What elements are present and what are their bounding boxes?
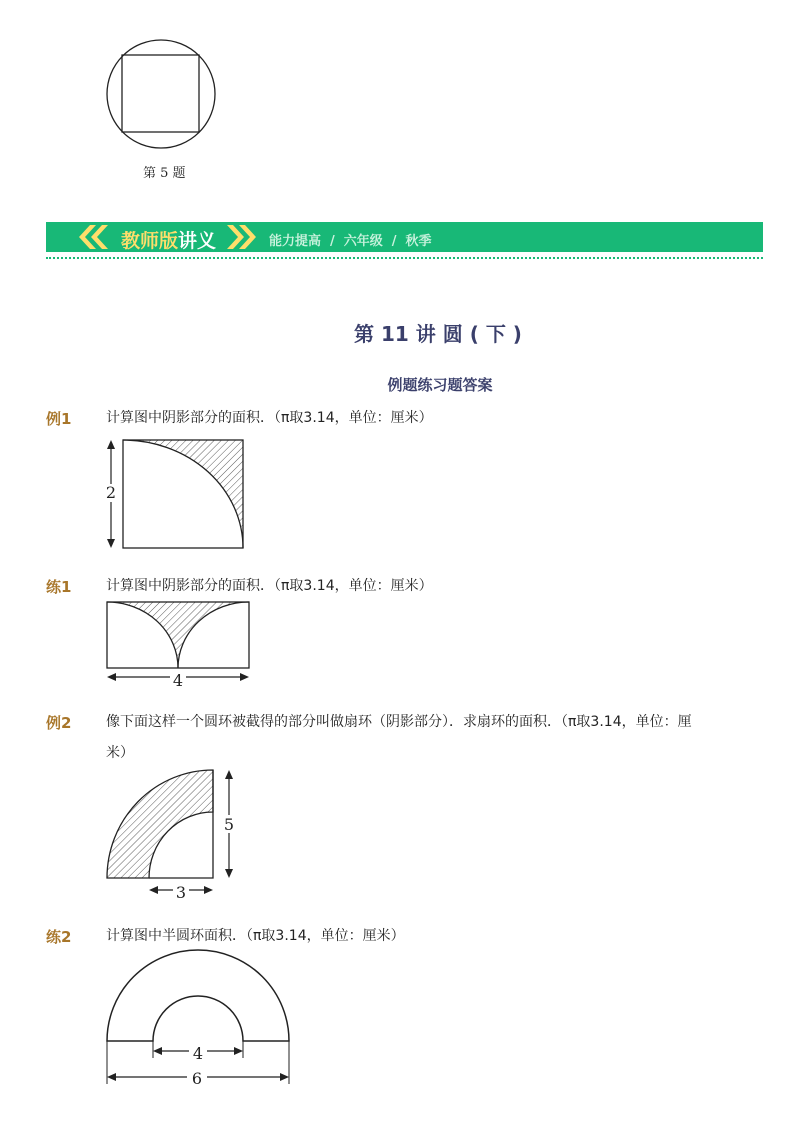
problem-text-line1: 像下面这样一个圆环被截得的部分叫做扇环（阴影部分）．求扇环的面积．（π取3.14，单位：厘: [106, 714, 692, 730]
figure-circle-square: [100, 36, 222, 156]
arrow-left-icon: [107, 673, 116, 681]
arrow-up-icon: [225, 770, 233, 779]
problem-text: 计算图中阴影部分的面积．（π取3.14，单位：厘米）: [106, 410, 433, 426]
problem-text-line2: 米）: [106, 745, 134, 761]
arrow-up-icon: [107, 440, 115, 449]
problem-label: 练2: [46, 928, 72, 946]
shaded-region: [107, 770, 213, 878]
crumb-separator: /: [391, 234, 397, 249]
section-title: 例题练习题答案: [387, 376, 493, 394]
crumb-season: 秋季: [405, 234, 432, 249]
figure-rectangle-arcs: [100, 598, 260, 690]
shaded-region: [123, 440, 243, 548]
dimension-label: 3: [175, 883, 187, 902]
banner-divider: [46, 257, 763, 259]
dimension-label: 4: [192, 1044, 204, 1063]
problem-label: 例2: [46, 714, 72, 732]
arrow-down-icon: [225, 869, 233, 878]
arrow-down-icon: [107, 539, 115, 548]
figure-caption: 第 5 题: [143, 166, 186, 181]
arrow-left-icon: [149, 886, 158, 894]
problem-label: 例1: [46, 410, 72, 428]
figure-half-ring: [100, 944, 300, 1090]
chevrons-left-icon: [74, 222, 118, 252]
arrow-right-icon: [240, 673, 249, 681]
arrow-left-icon: [153, 1047, 162, 1055]
dimension-label: 4: [172, 671, 184, 690]
half-ring: [107, 950, 289, 1041]
arrow-right-icon: [204, 886, 213, 894]
lecture-title: 第 11 讲 圆 ( 下 ): [354, 322, 522, 346]
crumb-grade: 六年级: [343, 234, 383, 249]
figure-sector-ring: [100, 764, 250, 904]
figure-quarter-circle-square: [100, 434, 250, 554]
banner-title-part1: 教师版: [121, 230, 179, 252]
problem-text: 计算图中阴影部分的面积．（π取3.14，单位：厘米）: [106, 578, 433, 594]
dimension-label: 2: [105, 483, 117, 502]
arrow-right-icon: [234, 1047, 243, 1055]
problem-text: 计算图中半圆环面积．（π取3.14，单位：厘米）: [106, 928, 405, 944]
dimension-label: 5: [223, 815, 235, 834]
chevrons-right-icon: [221, 222, 265, 252]
figure-square: [122, 55, 199, 132]
banner-breadcrumb: [269, 230, 432, 249]
banner-title-part2: 讲义: [178, 230, 217, 252]
arrow-left-icon: [107, 1073, 116, 1081]
problem-label: 练1: [46, 578, 72, 596]
arrow-right-icon: [280, 1073, 289, 1081]
shaded-region: [107, 602, 249, 668]
banner-title: [121, 226, 216, 253]
crumb-level: 能力提高: [269, 234, 322, 249]
crumb-separator: /: [330, 234, 335, 249]
dimension-label: 6: [191, 1069, 203, 1088]
